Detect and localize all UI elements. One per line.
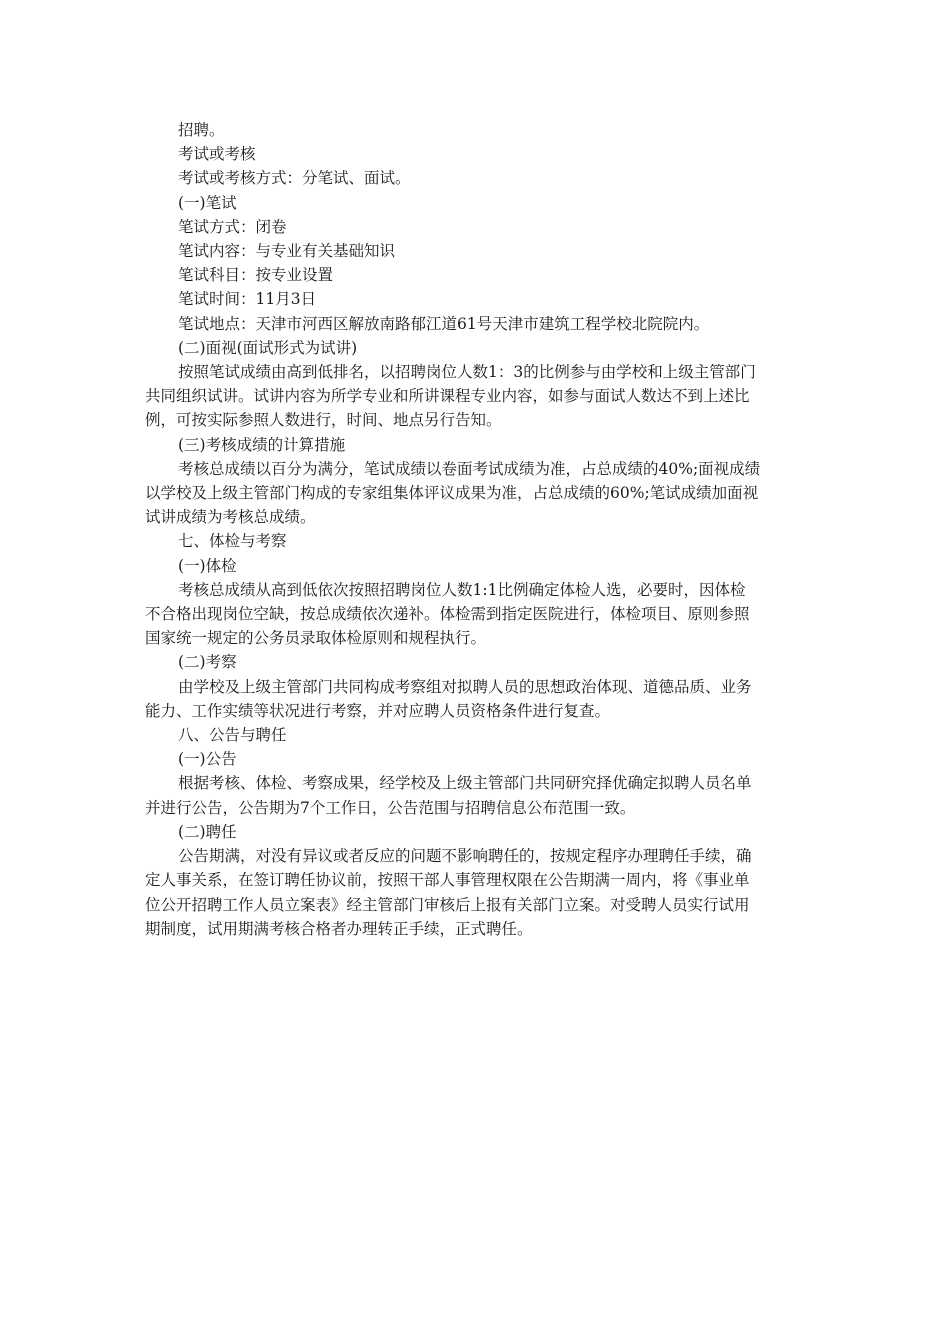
paragraph-line: 按照笔试成绩由高到低排名，以招聘岗位人数1：3的比例参与由学校和上级主管部门: [178, 363, 756, 382]
paragraph-line: 共同组织试讲。试讲内容为所学专业和所讲课程专业内容，如参与面试人数达不到上述比: [145, 387, 750, 406]
text-line: 考试或考核方式：分笔试、面试。: [178, 169, 411, 188]
paragraph-score: [145, 457, 813, 530]
paragraph-line: 根据考核、体检、考察成果，经学校及上级主管部门共同研究择优确定拟聘人员名单: [178, 774, 752, 793]
paragraph-line: 试讲成绩为考核总成绩。: [145, 508, 316, 527]
paragraph-line: 并进行公告，公告期为7个工作日，公告范围与招聘信息公布范围一致。: [145, 798, 636, 817]
subsection-heading: (一)体检: [178, 556, 237, 575]
text-line: 笔试地点：天津市河西区解放南路郁江道61号天津市建筑工程学校北院院内。: [178, 314, 710, 333]
section-heading: 七、体检与考察: [178, 532, 287, 551]
paragraph-physical-exam: [145, 578, 813, 651]
paragraph-line: 能力、工作实绩等状况进行考察，并对应聘人员资格条件进行复查。: [145, 701, 611, 720]
paragraph-line: 以学校及上级主管部门构成的专家组集体评议成果为准，占总成绩的60%;笔试成绩加面视: [145, 484, 759, 503]
text-line: 笔试方式：闭卷: [178, 217, 287, 236]
text-line: 笔试时间：11月3日: [178, 290, 317, 309]
paragraph-appointment: [145, 844, 813, 941]
subsection-heading: (二)面视(面试形式为试讲): [178, 338, 358, 357]
paragraph-line: 考核总成绩以百分为满分，笔试成绩以卷面考试成绩为准，占总成绩的40%;面视成绩: [178, 459, 761, 478]
subsection-heading: (一)公告: [178, 750, 237, 769]
paragraph-inspection: [145, 675, 813, 723]
subsection-heading: (二)考察: [178, 653, 237, 672]
text-line: 笔试科目：按专业设置: [178, 266, 334, 285]
paragraph-line: 期制度，试用期满考核合格者办理转正手续，正式聘任。: [145, 919, 533, 938]
paragraph-line: 考核总成绩从高到低依次按照招聘岗位人数1:1比例确定体检人选，必要时，因体检: [178, 580, 746, 599]
subsection-heading: (二)聘任: [178, 822, 237, 841]
paragraph-line: 例，可按实际参照人数进行，时间、地点另行告知。: [145, 411, 502, 430]
text-line: 笔试内容：与专业有关基础知识: [178, 242, 396, 261]
paragraph-announcement: [145, 771, 813, 819]
paragraph-interview: [145, 360, 813, 433]
section-heading: 考试或考核: [178, 145, 256, 164]
paragraph-line: 国家统一规定的公务员录取体检原则和规程执行。: [145, 629, 487, 648]
paragraph-line: 定人事关系，在签订聘任协议前，按照干部人事管理权限在公告期满一周内，将《事业单: [145, 871, 750, 890]
paragraph-line: 不合格出现岗位空缺，按总成绩依次递补。体检需到指定医院进行，体检项目、原则参照: [145, 605, 750, 624]
subsection-heading: (三)考核成绩的计算措施: [178, 435, 346, 454]
paragraph-line: 由学校及上级主管部门共同构成考察组对拟聘人员的思想政治体现、道德品质、业务: [178, 677, 752, 696]
paragraph-line: 公告期满，对没有异议或者反应的问题不影响聘任的，按规定程序办理聘任手续，确: [178, 847, 752, 866]
document-page: [145, 118, 813, 941]
paragraph-line: 位公开招聘工作人员立案表》经主管部门审核后上报有关部门立案。对受聘人员实行试用: [145, 895, 750, 914]
subsection-heading: (一)笔试: [178, 193, 237, 212]
section-heading: 八、公告与聘任: [178, 726, 287, 745]
text-line: 招聘。: [178, 121, 225, 139]
